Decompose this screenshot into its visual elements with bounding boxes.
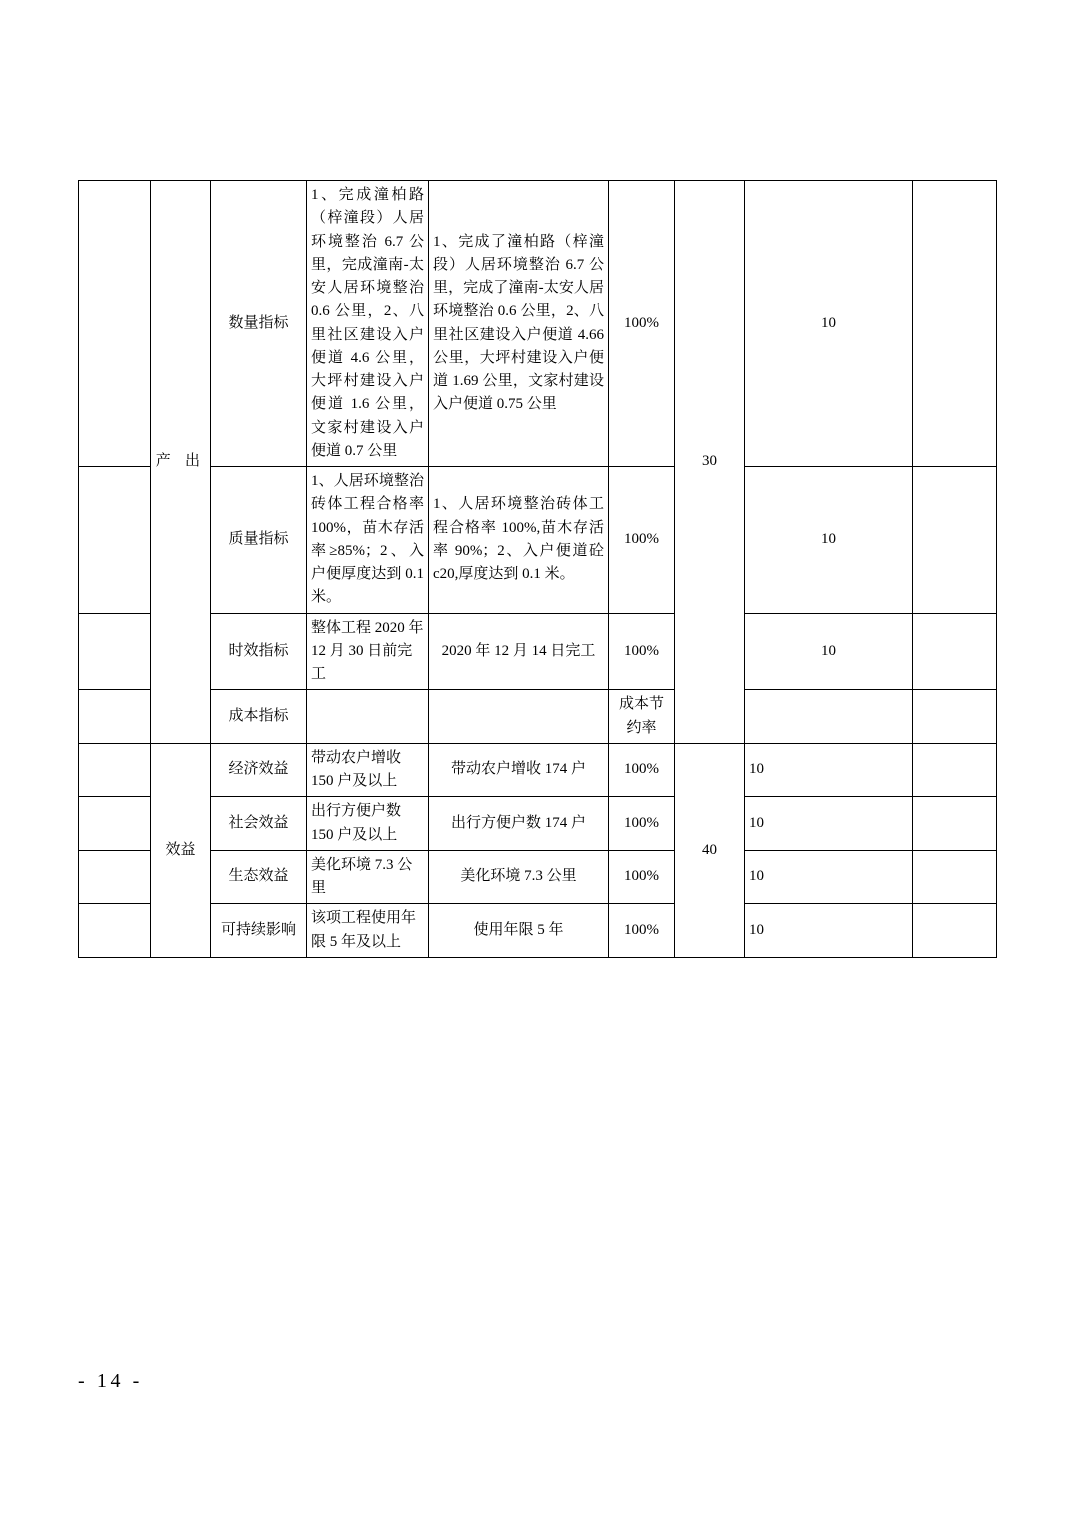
actual-value: 带动农户增收 174 户	[429, 743, 609, 797]
indicator-label-quantity: 数量指标	[211, 181, 307, 467]
remark-cell	[913, 467, 997, 614]
indicator-score: 10	[745, 743, 913, 797]
completion-rate: 100%	[609, 904, 675, 958]
indicator-label-quality: 质量指标	[211, 467, 307, 614]
remark-cell	[913, 850, 997, 904]
category-label-benefit: 效益	[151, 743, 211, 957]
indicator-label-cost: 成本指标	[211, 690, 307, 744]
completion-rate: 100%	[609, 467, 675, 614]
table-row	[79, 743, 997, 797]
completion-rate: 100%	[609, 181, 675, 467]
group-score-benefit: 40	[675, 743, 745, 957]
row-group-label	[79, 181, 151, 467]
group-score-output: 30	[675, 181, 745, 744]
target-value: 整体工程 2020 年 12 月 30 日前完工	[307, 613, 429, 690]
remark-cell	[913, 181, 997, 467]
cost-saving-rate-label: 成本节约率	[609, 690, 675, 744]
table-row	[79, 690, 997, 744]
row-group-label	[79, 850, 151, 904]
remark-cell	[913, 743, 997, 797]
indicator-label-timeliness: 时效指标	[211, 613, 307, 690]
target-value	[307, 690, 429, 744]
target-value: 该项工程使用年限 5 年及以上	[307, 904, 429, 958]
indicator-score: 10	[745, 181, 913, 467]
row-group-label	[79, 743, 151, 797]
indicator-score	[745, 690, 913, 744]
target-value: 1、人居环境整治砖体工程合格率 100%，苗木存活率≥85%；2、入户便厚度达到 0.1 米。	[307, 467, 429, 614]
remark-cell	[913, 797, 997, 851]
indicator-score: 10	[745, 613, 913, 690]
table-row	[79, 904, 997, 958]
indicator-score: 10	[745, 467, 913, 614]
table-row	[79, 797, 997, 851]
actual-value: 出行方便户数 174 户	[429, 797, 609, 851]
target-value: 美化环境 7.3 公里	[307, 850, 429, 904]
row-group-label	[79, 904, 151, 958]
performance-evaluation-table	[78, 180, 997, 958]
target-value: 1、完成潼柏路（梓潼段）人居环境整治 6.7 公里，完成潼南-太安人居环境整治 0.6 公里，2、八里社区建设入户便道 4.6 公里，大坪村建设入户便道 1.6 公里，文家村建设入户便道 0.7 公里	[307, 181, 429, 467]
actual-value: 1、人居环境整治砖体工程合格率 100%,苗木存活率 90%；2、入户便道砼 c20,厚度达到 0.1 米。	[429, 467, 609, 614]
actual-value: 使用年限 5 年	[429, 904, 609, 958]
indicator-label-social: 社会效益	[211, 797, 307, 851]
target-value: 出行方便户数 150 户及以上	[307, 797, 429, 851]
page-number: - 14 -	[78, 1370, 143, 1392]
row-group-label	[79, 613, 151, 690]
remark-cell	[913, 613, 997, 690]
table-row	[79, 467, 997, 614]
actual-value: 2020 年 12 月 14 日完工	[429, 613, 609, 690]
indicator-score: 10	[745, 904, 913, 958]
table-row	[79, 181, 997, 467]
completion-rate: 100%	[609, 743, 675, 797]
actual-value	[429, 690, 609, 744]
actual-value: 美化环境 7.3 公里	[429, 850, 609, 904]
category-label-output: 产 出	[151, 181, 211, 744]
target-value: 带动农户增收 150 户及以上	[307, 743, 429, 797]
row-group-label	[79, 690, 151, 744]
indicator-label-sustainability: 可持续影响	[211, 904, 307, 958]
indicator-score: 10	[745, 850, 913, 904]
actual-value: 1、完成了潼柏路（梓潼段）人居环境整治 6.7 公里，完成了潼南-太安人居环境整治 0.6 公里，2、八里社区建设入户便道 4.66 公里，大坪村建设入户便道 1.69 公里，文家村建设入户便道 0.75 公里	[429, 181, 609, 467]
indicator-label-economic: 经济效益	[211, 743, 307, 797]
completion-rate: 100%	[609, 797, 675, 851]
remark-cell	[913, 904, 997, 958]
indicator-score: 10	[745, 797, 913, 851]
row-group-label	[79, 467, 151, 614]
table-row	[79, 613, 997, 690]
table-row	[79, 850, 997, 904]
indicator-label-ecological: 生态效益	[211, 850, 307, 904]
completion-rate: 100%	[609, 613, 675, 690]
remark-cell	[913, 690, 997, 744]
row-group-label	[79, 797, 151, 851]
completion-rate: 100%	[609, 850, 675, 904]
